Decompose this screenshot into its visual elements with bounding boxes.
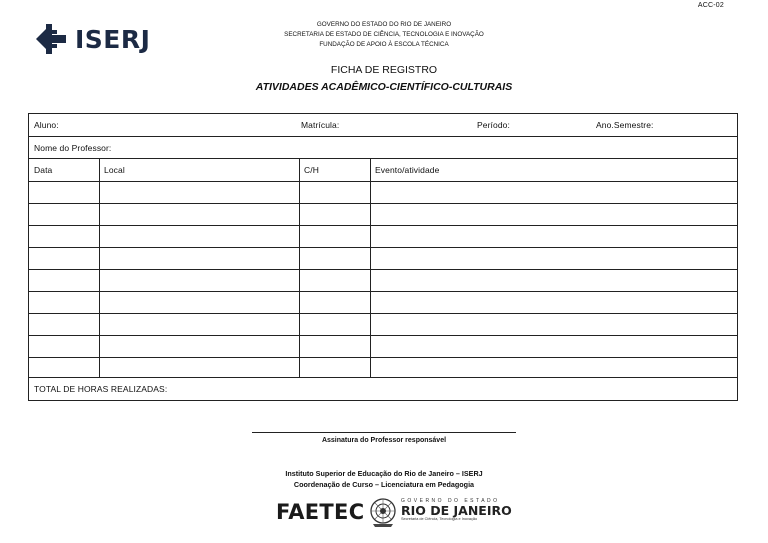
col-ch <box>299 159 370 181</box>
cell-evento[interactable] <box>370 204 737 225</box>
professor-label: Nome do Professor: <box>34 142 112 153</box>
cell-data[interactable] <box>29 182 99 203</box>
registration-form <box>28 113 738 401</box>
cell-ch[interactable] <box>299 248 370 269</box>
table-row <box>29 292 737 314</box>
cell-data[interactable] <box>29 336 99 357</box>
cell-ch[interactable] <box>299 292 370 313</box>
rj-sub-text: Secretaria de Ciência, Tecnologia e Inovação <box>401 517 478 521</box>
cell-data[interactable] <box>29 358 99 377</box>
table-row <box>29 248 737 270</box>
cell-local[interactable] <box>99 182 299 203</box>
professor-row <box>29 137 737 159</box>
col-local-label: Local <box>104 165 125 175</box>
form-code: ACC-02 <box>697 2 724 9</box>
total-label: TOTAL DE HORAS REALIZADAS: <box>34 384 168 394</box>
cell-ch[interactable] <box>299 226 370 247</box>
cell-evento[interactable] <box>370 336 737 357</box>
coordination-name: Coordenação de Curso – Licenciatura em Pedagogia <box>293 480 475 489</box>
faetec-logo: FAETEC <box>276 500 365 524</box>
table-row <box>29 226 737 248</box>
aluno-label: Aluno: <box>34 120 59 130</box>
institute-name: Instituto Superior de Educação do Rio de Janeiro – ISERJ <box>285 469 483 478</box>
table-header-row <box>29 159 737 182</box>
col-data-label: Data <box>34 165 53 175</box>
form-subtitle: ATIVIDADES ACADÊMICO-CIENTÍFICO-CULTURAIS <box>255 81 513 93</box>
cell-data[interactable] <box>29 226 99 247</box>
gov-line: FUNDAÇÃO DE APOIO À ESCOLA TÉCNICA <box>319 41 449 48</box>
rj-top-text: GOVERNO DO ESTADO <box>401 498 500 504</box>
cell-ch[interactable] <box>299 204 370 225</box>
table-row <box>29 358 737 378</box>
cell-data[interactable] <box>29 314 99 335</box>
matricula-label: Matrícula: <box>301 120 340 130</box>
col-local <box>99 159 299 181</box>
cell-data[interactable] <box>29 248 99 269</box>
cell-ch[interactable] <box>299 270 370 291</box>
cell-ch[interactable] <box>299 358 370 377</box>
periodo-label: Período: <box>477 120 510 130</box>
cell-evento[interactable] <box>370 226 737 247</box>
table-row <box>29 314 737 336</box>
cell-local[interactable] <box>99 226 299 247</box>
cell-evento[interactable] <box>370 182 737 203</box>
col-data <box>29 159 99 181</box>
col-ch-label: C/H <box>304 165 319 175</box>
signature-label: Assinatura do Professor responsável <box>321 437 447 444</box>
cell-evento[interactable] <box>370 292 737 313</box>
gov-line: SECRETARIA DE ESTADO DE CIÊNCIA, TECNOLOGIA E INOVAÇÃO <box>284 31 484 38</box>
total-row <box>29 378 737 400</box>
cell-local[interactable] <box>99 204 299 225</box>
cell-local[interactable] <box>99 292 299 313</box>
cell-evento[interactable] <box>370 358 737 377</box>
form-title: FICHA DE REGISTRO <box>330 64 438 76</box>
cell-local[interactable] <box>99 358 299 377</box>
table-row <box>29 182 737 204</box>
cell-data[interactable] <box>29 292 99 313</box>
cell-local[interactable] <box>99 336 299 357</box>
gov-line: GOVERNO DO ESTADO DO RIO DE JANEIRO <box>316 21 452 28</box>
iserj-logo-text: ISERJ <box>75 24 151 54</box>
cell-local[interactable] <box>99 270 299 291</box>
cell-evento[interactable] <box>370 248 737 269</box>
cell-data[interactable] <box>29 204 99 225</box>
cell-local[interactable] <box>99 314 299 335</box>
table-row <box>29 270 737 292</box>
institution-block <box>0 468 768 490</box>
rio-de-janeiro-logo <box>401 498 512 521</box>
table-row <box>29 336 737 358</box>
cell-local[interactable] <box>99 248 299 269</box>
cell-ch[interactable] <box>299 314 370 335</box>
col-evento <box>370 159 737 181</box>
ano-semestre-label: Ano.Semestre: <box>596 120 654 130</box>
state-seal-icon <box>368 496 398 528</box>
government-header <box>0 20 768 50</box>
cell-evento[interactable] <box>370 314 737 335</box>
rj-main-text: RIO DE JANEIRO <box>401 503 512 518</box>
cell-data[interactable] <box>29 270 99 291</box>
student-row <box>29 114 737 137</box>
cell-ch[interactable] <box>299 182 370 203</box>
col-evento-label: Evento/atividade <box>375 165 440 175</box>
cell-evento[interactable] <box>370 270 737 291</box>
table-row <box>29 204 737 226</box>
cell-ch[interactable] <box>299 336 370 357</box>
signature-line <box>252 432 516 433</box>
